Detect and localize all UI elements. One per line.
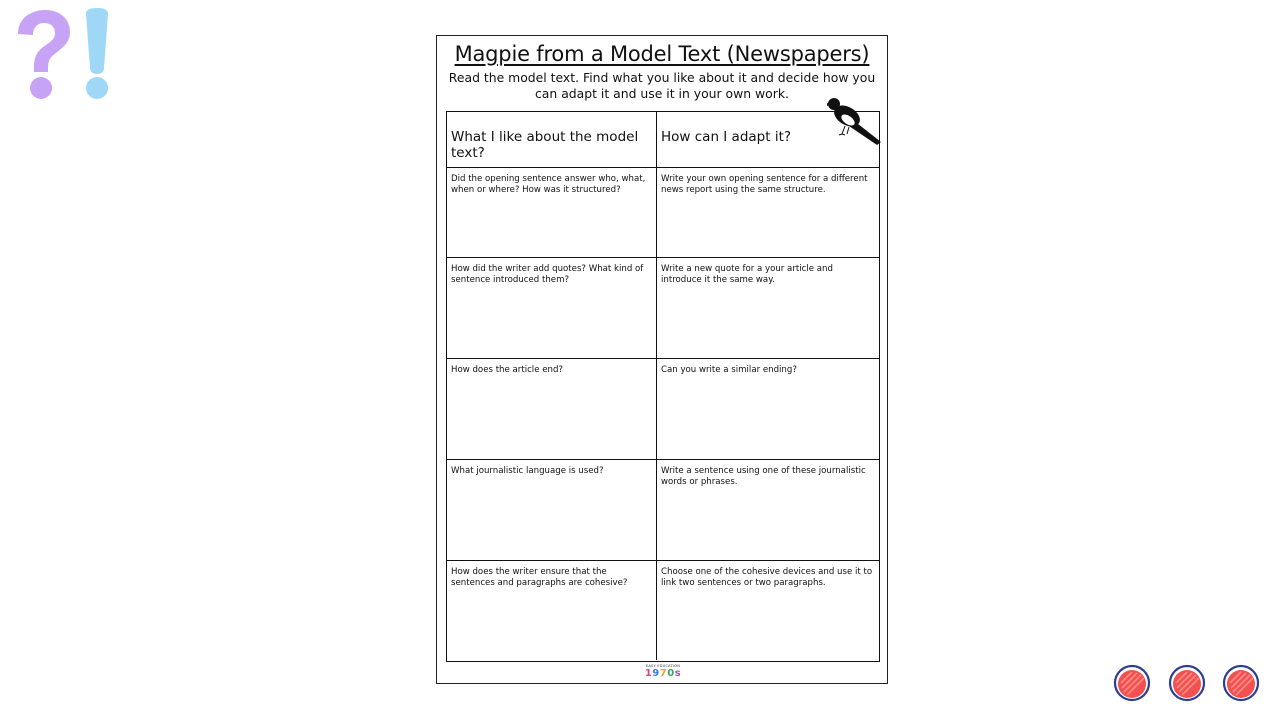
logo-char: 7 bbox=[659, 668, 668, 679]
logo-char: s bbox=[674, 668, 682, 679]
like-cell: How does the article end? bbox=[447, 359, 657, 459]
magpie-table bbox=[446, 111, 880, 662]
table-row bbox=[447, 459, 879, 560]
nav-button-1[interactable] bbox=[1113, 664, 1151, 702]
worksheet-instructions: Read the model text. Find what you like about it and decide how you can adapt it and use it in your own work. bbox=[448, 70, 876, 101]
question-exclamation-icon bbox=[12, 8, 116, 104]
adapt-cell: Write your own opening sentence for a different news report using the same structure. bbox=[661, 174, 868, 195]
like-cell: How did the writer add quotes? What kind of sentence introduced them? bbox=[447, 258, 657, 358]
logo-caption: EASY EDUCATION bbox=[645, 664, 681, 668]
table-header-row bbox=[447, 112, 879, 167]
table-row bbox=[447, 167, 879, 257]
logo-wordmark bbox=[640, 668, 686, 680]
like-cell: How does the writer ensure that the sentences and paragraphs are cohesive? bbox=[447, 561, 657, 660]
header-like-cell: What I like about the model text? bbox=[447, 112, 657, 167]
worksheet-page bbox=[436, 35, 888, 684]
table-row bbox=[447, 257, 879, 358]
table-row bbox=[447, 358, 879, 459]
table-row bbox=[447, 560, 879, 660]
logo-char: 0 bbox=[667, 668, 675, 679]
worksheet-title: Magpie from a Model Text (Newspapers) bbox=[454, 42, 870, 66]
header-adapt-cell: How can I adapt it? bbox=[661, 129, 792, 145]
footer-logo bbox=[640, 664, 686, 682]
like-cell: Did the opening sentence answer who, what, when or where? How was it structured? bbox=[447, 168, 657, 257]
adapt-cell: Write a sentence using one of these journalistic words or phrases. bbox=[661, 466, 866, 487]
adapt-cell: Can you write a similar ending? bbox=[661, 365, 797, 375]
adapt-cell: Write a new quote for a your article and introduce it the same way. bbox=[661, 264, 833, 285]
adapt-cell: Choose one of the cohesive devices and use it to link two sentences or two paragraphs. bbox=[661, 567, 873, 588]
nav-button-2[interactable] bbox=[1168, 664, 1206, 702]
logo-char: 1 bbox=[644, 668, 653, 679]
logo-char: 9 bbox=[652, 668, 660, 679]
like-cell: What journalistic language is used? bbox=[447, 460, 657, 560]
nav-button-3[interactable] bbox=[1222, 664, 1260, 702]
